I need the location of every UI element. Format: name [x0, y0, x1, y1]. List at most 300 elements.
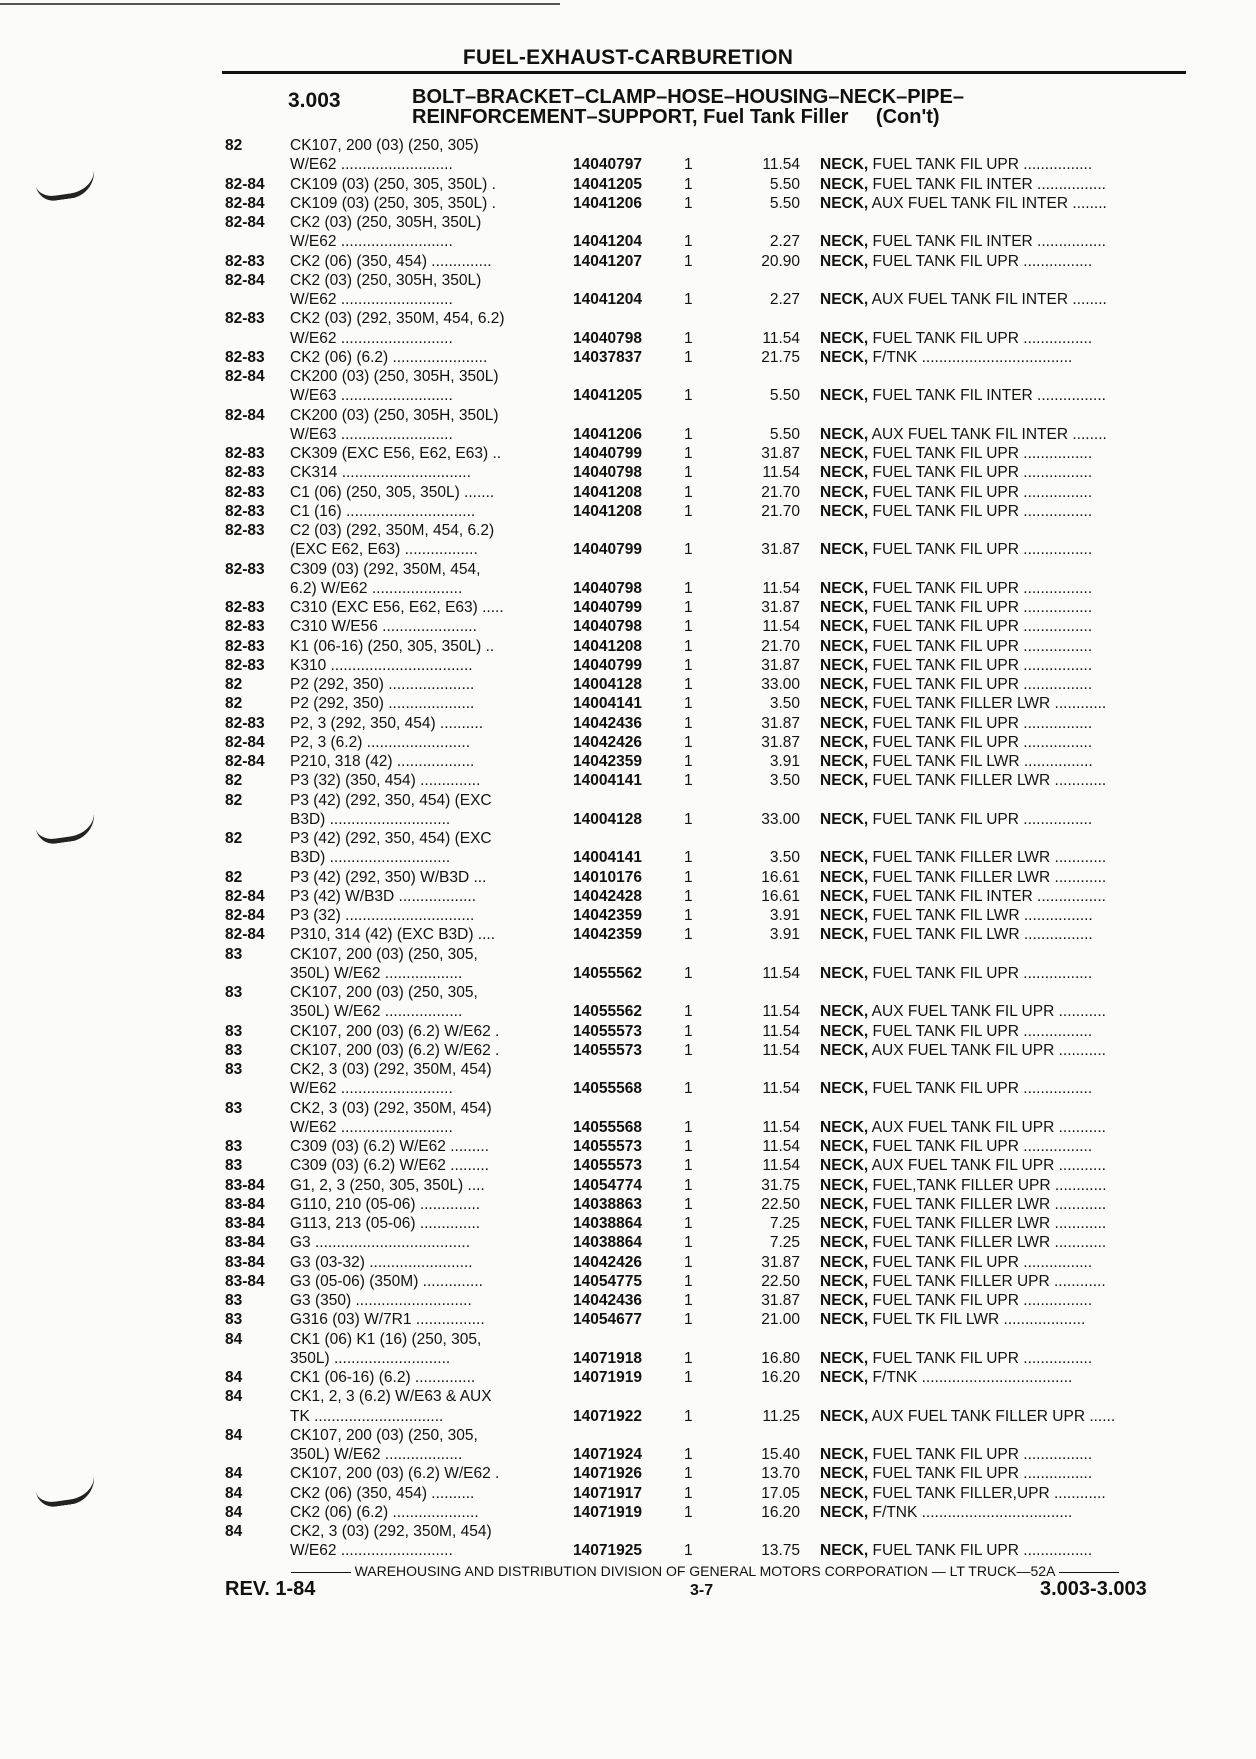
model-cell: P3 (42) (292, 350) W/B3D ... [290, 868, 487, 886]
description-text: FUEL TANK FIL UPR ................ [868, 579, 1093, 597]
description-keyword: NECK, [820, 1022, 869, 1040]
description-keyword: NECK, [820, 483, 869, 501]
part-number-cell: 14041205 [573, 175, 642, 193]
description-cell [820, 1137, 1185, 1156]
quantity-cell: 1 [684, 637, 693, 655]
description-keyword: NECK, [820, 753, 869, 770]
model-cell: CK107, 200 (03) (6.2) W/E62 . [290, 1465, 500, 1483]
model-cell: CK2, 3 (03) (292, 350M, 454) [290, 1523, 492, 1540]
description-keyword: NECK, [820, 1253, 869, 1271]
description-text: FUEL TANK FILLER,UPR ............ [868, 1484, 1106, 1502]
description-keyword: NECK, [820, 1195, 869, 1213]
model-cell: CK109 (03) (250, 305, 350L) . [290, 175, 496, 193]
description-text: FUEL TANK FILLER LWR ............ [868, 868, 1107, 886]
part-number-cell: 14055573 [573, 1022, 642, 1040]
model-cell: W/E62 .......................... [290, 156, 453, 174]
price-cell: 11.54 [762, 329, 800, 347]
year-cell: 83 [225, 945, 243, 963]
description-keyword: NECK, [820, 156, 869, 174]
part-number-cell: 14041206 [573, 194, 642, 212]
description-cell [820, 1484, 1185, 1503]
quantity-cell: 1 [684, 599, 693, 616]
model-cell: C1 (06) (250, 305, 350L) ....... [290, 483, 495, 501]
description-keyword: NECK, [820, 233, 869, 251]
model-cell: P310, 314 (42) (EXC B3D) .... [290, 926, 496, 944]
model-cell: TK .............................. [290, 1407, 444, 1425]
model-cell: CK2, 3 (03) (292, 350M, 454) [290, 1099, 492, 1117]
description-text: AUX FUEL TANK FILLER UPR ...... [868, 1407, 1116, 1425]
price-cell: 31.87 [761, 714, 800, 732]
part-number-cell: 14041208 [573, 483, 642, 501]
year-cell: 82 [225, 868, 243, 886]
quantity-cell: 1 [684, 714, 693, 732]
binder-hole-mark [34, 811, 97, 846]
model-cell: CK2 (06) (6.2) ...................... [290, 348, 488, 366]
header-rule [222, 71, 1186, 74]
model-cell: W/E62 .......................... [290, 329, 453, 347]
year-cell: 83-84 [225, 1195, 265, 1213]
description-cell [820, 483, 1185, 502]
price-cell: 11.25 [762, 1407, 800, 1425]
model-cell: G3 .................................... [290, 1234, 471, 1252]
year-cell: 83 [225, 1138, 243, 1155]
year-cell: 82-84 [225, 175, 265, 193]
price-cell: 5.50 [769, 175, 800, 193]
description-keyword: NECK, [820, 1292, 869, 1309]
model-cell: CK107, 200 (03) (250, 305, [290, 984, 478, 1001]
description-keyword: NECK, [820, 1407, 869, 1425]
quantity-cell: 1 [684, 733, 693, 751]
quantity-cell: 1 [684, 579, 693, 597]
quantity-cell: 1 [684, 483, 693, 501]
quantity-cell: 1 [684, 445, 693, 462]
quantity-cell: 1 [684, 1465, 693, 1483]
year-cell: 82-83 [225, 599, 265, 616]
quantity-cell: 1 [684, 1041, 693, 1059]
part-number-cell: 14041205 [573, 387, 642, 405]
section-title-line2-wrap [412, 107, 964, 127]
description-keyword: NECK, [820, 387, 869, 405]
price-cell: 3.91 [769, 926, 800, 944]
description-cell [820, 425, 1185, 444]
description-cell [820, 1233, 1185, 1252]
description-keyword: NECK, [820, 868, 869, 886]
quantity-cell: 1 [684, 772, 693, 790]
year-cell: 82-83 [225, 656, 265, 674]
part-number-cell: 14040799 [573, 599, 642, 616]
price-cell: 33.00 [761, 810, 800, 828]
price-cell: 20.90 [761, 252, 800, 270]
year-cell: 83 [225, 1311, 243, 1329]
model-cell: CK309 (EXC E56, E62, E63) .. [290, 445, 502, 462]
description-cell [820, 329, 1185, 348]
quantity-cell: 1 [684, 849, 693, 867]
part-number-cell: 14040799 [573, 541, 642, 559]
description-cell [820, 733, 1185, 752]
price-cell: 11.54 [762, 1157, 800, 1175]
section-number: 3.003 [288, 89, 341, 112]
description-cell [820, 964, 1185, 983]
description-keyword: NECK, [820, 714, 869, 732]
description-keyword: NECK, [820, 1484, 869, 1502]
price-cell: 31.87 [761, 1253, 800, 1271]
price-cell: 5.50 [769, 387, 800, 405]
description-text: FUEL TANK FIL UPR ................ [868, 1542, 1093, 1560]
description-text: AUX FUEL TANK FIL UPR ........... [868, 1041, 1106, 1059]
description-keyword: NECK, [820, 348, 869, 366]
quantity-cell: 1 [684, 1542, 693, 1560]
quantity-cell: 1 [684, 1234, 693, 1252]
description-cell [820, 1156, 1185, 1175]
description-keyword: NECK, [820, 252, 869, 270]
model-cell: (EXC E62, E63) ................. [290, 541, 478, 559]
price-cell: 11.54 [762, 464, 800, 482]
quantity-cell: 1 [684, 1003, 693, 1021]
price-cell: 21.70 [761, 483, 800, 501]
part-number-cell: 14010176 [573, 868, 642, 886]
description-text: FUEL TANK FIL UPR ................ [868, 714, 1093, 732]
description-text: FUEL TANK FIL UPR ................ [868, 445, 1093, 462]
model-cell: G3 (05-06) (350M) .............. [290, 1272, 483, 1290]
price-cell: 31.75 [761, 1176, 800, 1194]
part-number-cell: 14055573 [573, 1157, 642, 1175]
description-cell [820, 810, 1185, 829]
part-number-cell: 14040798 [573, 579, 642, 597]
model-cell: C309 (03) (6.2) W/E62 ......... [290, 1157, 489, 1175]
description-keyword: NECK, [820, 1465, 869, 1483]
quantity-cell: 1 [684, 676, 693, 693]
description-cell [820, 1291, 1185, 1310]
part-number-cell: 14041208 [573, 502, 642, 520]
year-cell: 83-84 [225, 1253, 265, 1271]
year-cell: 83 [225, 1157, 243, 1175]
quantity-cell: 1 [684, 541, 693, 559]
model-cell: CK107, 200 (03) (6.2) W/E62 . [290, 1022, 500, 1040]
description-keyword: NECK, [820, 676, 869, 693]
description-text: FUEL TANK FIL LWR ................ [868, 926, 1093, 944]
year-cell: 82-83 [225, 637, 265, 655]
price-cell: 15.40 [761, 1446, 800, 1463]
page-header-title: FUEL-EXHAUST-CARBURETION [462, 46, 794, 69]
year-cell: 84 [225, 1369, 243, 1386]
description-keyword: NECK, [820, 464, 869, 482]
price-cell: 2.27 [769, 233, 800, 251]
quantity-cell: 1 [684, 887, 693, 905]
part-number-cell: 14040799 [573, 656, 642, 674]
price-cell: 31.87 [761, 656, 800, 674]
description-keyword: NECK, [820, 695, 869, 713]
description-cell [820, 463, 1185, 482]
model-cell: CK109 (03) (250, 305, 350L) . [290, 194, 496, 212]
description-keyword: NECK, [820, 175, 869, 193]
quantity-cell: 1 [684, 1157, 693, 1175]
description-cell [820, 1445, 1185, 1464]
description-text: FUEL TANK FIL UPR ................ [868, 599, 1093, 616]
model-cell: W/E62 .......................... [290, 1118, 453, 1136]
description-keyword: NECK, [820, 1542, 869, 1560]
price-cell: 3.91 [769, 753, 800, 770]
model-cell: P210, 318 (42) .................. [290, 753, 475, 770]
price-cell: 17.05 [761, 1484, 800, 1502]
description-keyword: NECK, [820, 1369, 869, 1386]
model-cell: W/E63 .......................... [290, 425, 453, 443]
year-cell: 84 [225, 1503, 243, 1521]
price-cell: 16.61 [761, 868, 800, 886]
model-cell: C310 W/E56 ...................... [290, 618, 477, 636]
description-text: FUEL TANK FIL LWR ................ [868, 907, 1093, 924]
part-number-cell: 14041206 [573, 425, 642, 443]
model-cell: W/E62 .......................... [290, 1080, 453, 1098]
quantity-cell: 1 [684, 291, 693, 308]
year-cell: 82-84 [225, 406, 265, 424]
quantity-cell: 1 [684, 1080, 693, 1098]
price-cell: 31.87 [761, 1292, 800, 1309]
description-keyword: NECK, [820, 1157, 869, 1175]
section-title [412, 87, 964, 127]
model-cell: CK200 (03) (250, 305H, 350L) [290, 368, 499, 385]
model-cell: CK2 (03) (292, 350M, 454, 6.2) [290, 310, 505, 328]
part-number-cell: 14071922 [573, 1407, 642, 1425]
quantity-cell: 1 [684, 1253, 693, 1271]
description-text: FUEL TK FIL LWR ................... [868, 1311, 1086, 1329]
year-cell: 83 [225, 1099, 243, 1117]
model-cell: 350L) W/E62 .................. [290, 964, 463, 982]
year-cell: 83-84 [225, 1176, 265, 1194]
price-cell: 11.54 [762, 1022, 800, 1040]
quantity-cell: 1 [684, 252, 693, 270]
description-cell [820, 175, 1185, 194]
description-keyword: NECK, [820, 1311, 869, 1329]
description-text: FUEL TANK FIL UPR ................ [868, 656, 1093, 674]
page-number: 3-7 [690, 1582, 714, 1599]
description-text: FUEL TANK FIL UPR ................ [868, 1022, 1093, 1040]
model-cell: W/E62 .......................... [290, 1542, 453, 1560]
price-cell: 11.54 [762, 1118, 800, 1136]
part-number-cell: 14042426 [573, 733, 642, 751]
part-number-cell: 14071925 [573, 1542, 642, 1560]
model-cell: G3 (350) ........................... [290, 1292, 472, 1309]
model-cell: B3D) ............................ [290, 810, 451, 828]
model-cell: 350L) W/E62 .................. [290, 1003, 463, 1021]
model-cell: CK1, 2, 3 (6.2) W/E63 & AUX [290, 1388, 492, 1406]
price-cell: 21.75 [761, 348, 800, 366]
description-keyword: NECK, [820, 772, 869, 790]
quantity-cell: 1 [684, 695, 693, 713]
description-text: FUEL,TANK FILLER UPR ............ [868, 1176, 1107, 1194]
description-text: FUEL TANK FIL UPR ................ [868, 1349, 1093, 1367]
part-number-cell: 14041204 [573, 233, 642, 251]
description-cell [820, 1407, 1185, 1426]
description-text: AUX FUEL TANK FIL UPR ........... [868, 1003, 1106, 1021]
price-cell: 3.50 [769, 695, 800, 713]
part-number-cell: 14038863 [573, 1195, 642, 1213]
description-keyword: NECK, [820, 541, 869, 559]
price-cell: 31.87 [761, 733, 800, 751]
model-cell: P2 (292, 350) .................... [290, 676, 475, 693]
model-cell: P3 (42) W/B3D .................. [290, 887, 477, 905]
description-cell [820, 675, 1185, 694]
quantity-cell: 1 [684, 1176, 693, 1194]
description-keyword: NECK, [820, 1349, 869, 1367]
model-cell: CK1 (06-16) (6.2) .............. [290, 1369, 476, 1386]
year-cell: 84 [225, 1330, 243, 1348]
part-number-cell: 14042436 [573, 1292, 642, 1309]
description-cell [820, 1272, 1185, 1291]
year-cell: 82-84 [225, 753, 265, 770]
binder-hole-mark [34, 1474, 97, 1509]
description-text: FUEL TANK FIL UPR ................ [868, 541, 1093, 559]
description-text: F/TNK ................................... [868, 348, 1073, 366]
model-cell: C309 (03) (292, 350M, 454, [290, 560, 481, 578]
model-cell: 350L) ........................... [290, 1349, 451, 1367]
model-cell: CK107, 200 (03) (250, 305, [290, 1426, 478, 1444]
description-cell [820, 848, 1185, 867]
year-cell: 82 [225, 137, 243, 154]
part-number-cell: 14041208 [573, 637, 642, 655]
part-number-cell: 14004141 [573, 849, 642, 867]
description-text: FUEL TANK FIL INTER ................ [868, 175, 1106, 193]
quantity-cell: 1 [684, 1407, 693, 1425]
price-cell: 31.87 [761, 599, 800, 616]
description-cell [820, 1253, 1185, 1272]
description-text: FUEL TANK FIL INTER ................ [868, 387, 1106, 405]
description-keyword: NECK, [820, 1215, 869, 1232]
binder-hole-mark [34, 168, 97, 203]
model-cell: CK107, 200 (03) (6.2) W/E62 . [290, 1041, 500, 1059]
description-keyword: NECK, [820, 194, 869, 212]
description-cell [820, 1176, 1185, 1195]
quantity-cell: 1 [684, 1118, 693, 1136]
price-cell: 16.61 [761, 887, 800, 905]
model-cell: CK2 (03) (250, 305H, 350L) [290, 271, 482, 289]
quantity-cell: 1 [684, 1215, 693, 1232]
year-cell: 82-84 [225, 214, 265, 231]
quantity-cell: 1 [684, 1446, 693, 1463]
description-text: FUEL TANK FIL LWR ................ [868, 753, 1093, 770]
model-cell: P2, 3 (292, 350, 454) .......... [290, 714, 484, 732]
description-cell [820, 868, 1185, 887]
year-cell: 82-83 [225, 445, 265, 462]
year-cell: 82-84 [225, 907, 265, 924]
year-cell: 82-84 [225, 926, 265, 944]
description-keyword: NECK, [820, 502, 869, 520]
part-number-cell: 14040798 [573, 618, 642, 636]
price-cell: 11.54 [762, 1138, 800, 1155]
part-number-cell: 14041204 [573, 291, 642, 308]
price-cell: 16.80 [761, 1349, 800, 1367]
description-text: FUEL TANK FILLER LWR ............ [868, 1234, 1107, 1252]
description-text: AUX FUEL TANK FIL INTER ........ [868, 291, 1107, 308]
description-text: FUEL TANK FIL UPR ................ [868, 810, 1093, 828]
year-cell: 82-83 [225, 252, 265, 270]
description-cell [820, 752, 1185, 771]
description-text: FUEL TANK FIL UPR ................ [868, 1138, 1093, 1155]
description-text: FUEL TANK FIL UPR ................ [868, 252, 1093, 270]
model-cell: P3 (42) (292, 350, 454) (EXC [290, 830, 492, 847]
part-number-cell: 14055573 [573, 1041, 642, 1059]
description-keyword: NECK, [820, 445, 869, 462]
quantity-cell: 1 [684, 464, 693, 482]
section-range: 3.003-3.003 [1040, 1578, 1147, 1600]
price-cell: 22.50 [761, 1195, 800, 1213]
part-number-cell: 14037837 [573, 348, 642, 366]
quantity-cell: 1 [684, 618, 693, 636]
part-number-cell: 14040799 [573, 445, 642, 462]
description-text: FUEL TANK FIL UPR ................ [868, 502, 1093, 520]
year-cell: 82 [225, 695, 243, 713]
description-cell [820, 1002, 1185, 1021]
price-cell: 11.54 [762, 579, 800, 597]
model-cell: W/E62 .......................... [290, 233, 453, 251]
scan-top-edge [0, 3, 560, 5]
quantity-cell: 1 [684, 425, 693, 443]
price-cell: 7.25 [769, 1215, 800, 1232]
quantity-cell: 1 [684, 868, 693, 886]
part-number-cell: 14041207 [573, 252, 642, 270]
year-cell: 83-84 [225, 1272, 265, 1290]
footer-division: WAREHOUSING AND DISTRIBUTION DIVISION OF GENERAL MOTORS CORPORATION — LT TRUCK—52A [225, 1563, 1185, 1579]
price-cell: 7.25 [769, 1234, 800, 1252]
model-cell: P3 (32) .............................. [290, 907, 475, 924]
description-keyword: NECK, [820, 656, 869, 674]
description-cell [820, 925, 1185, 944]
revision-label: REV. 1-84 [225, 1578, 316, 1600]
year-cell: 84 [225, 1523, 243, 1540]
part-number-cell: 14054775 [573, 1272, 642, 1290]
part-number-cell: 14042359 [573, 753, 642, 770]
model-cell: G3 (03-32) ........................ [290, 1253, 473, 1271]
part-number-cell: 14071924 [573, 1446, 642, 1463]
year-cell: 82-83 [225, 348, 265, 366]
description-text: FUEL TANK FILLER LWR ............ [868, 695, 1107, 713]
part-number-cell: 14042428 [573, 887, 642, 905]
year-cell: 82-83 [225, 310, 265, 328]
description-cell [820, 579, 1185, 598]
description-keyword: NECK, [820, 618, 869, 636]
quantity-cell: 1 [684, 329, 693, 347]
part-number-cell: 14054677 [573, 1311, 642, 1329]
description-cell [820, 714, 1185, 733]
description-text: FUEL TANK FILLER LWR ............ [868, 849, 1107, 867]
description-keyword: NECK, [820, 887, 869, 905]
part-number-cell: 14054774 [573, 1176, 642, 1194]
description-text: FUEL TANK FILLER UPR ............ [868, 1272, 1106, 1290]
description-text: FUEL TANK FIL UPR ................ [868, 1080, 1093, 1098]
part-number-cell: 14055568 [573, 1118, 642, 1136]
description-text: FUEL TANK FILLER LWR ............ [868, 772, 1107, 790]
part-number-cell: 14004128 [573, 676, 642, 693]
model-cell: C309 (03) (6.2) W/E62 ......... [290, 1138, 489, 1155]
quantity-cell: 1 [684, 502, 693, 520]
part-number-cell: 14040798 [573, 464, 642, 482]
description-text: FUEL TANK FILLER LWR ............ [868, 1195, 1107, 1213]
description-cell [820, 1041, 1185, 1060]
model-cell: C310 (EXC E56, E62, E63) ..... [290, 599, 504, 616]
description-text: F/TNK ................................... [868, 1369, 1073, 1386]
description-cell [820, 194, 1185, 213]
description-keyword: NECK, [820, 733, 869, 751]
description-cell [820, 617, 1185, 636]
description-text: AUX FUEL TANK FIL INTER ........ [868, 194, 1107, 212]
description-keyword: NECK, [820, 1503, 869, 1521]
price-cell: 3.91 [769, 907, 800, 924]
description-text: FUEL TANK FIL UPR ................ [868, 1253, 1093, 1271]
quantity-cell: 1 [684, 907, 693, 924]
description-cell [820, 502, 1185, 521]
description-cell [820, 348, 1185, 367]
part-number-cell: 14038864 [573, 1234, 642, 1252]
part-number-cell: 14040798 [573, 329, 642, 347]
